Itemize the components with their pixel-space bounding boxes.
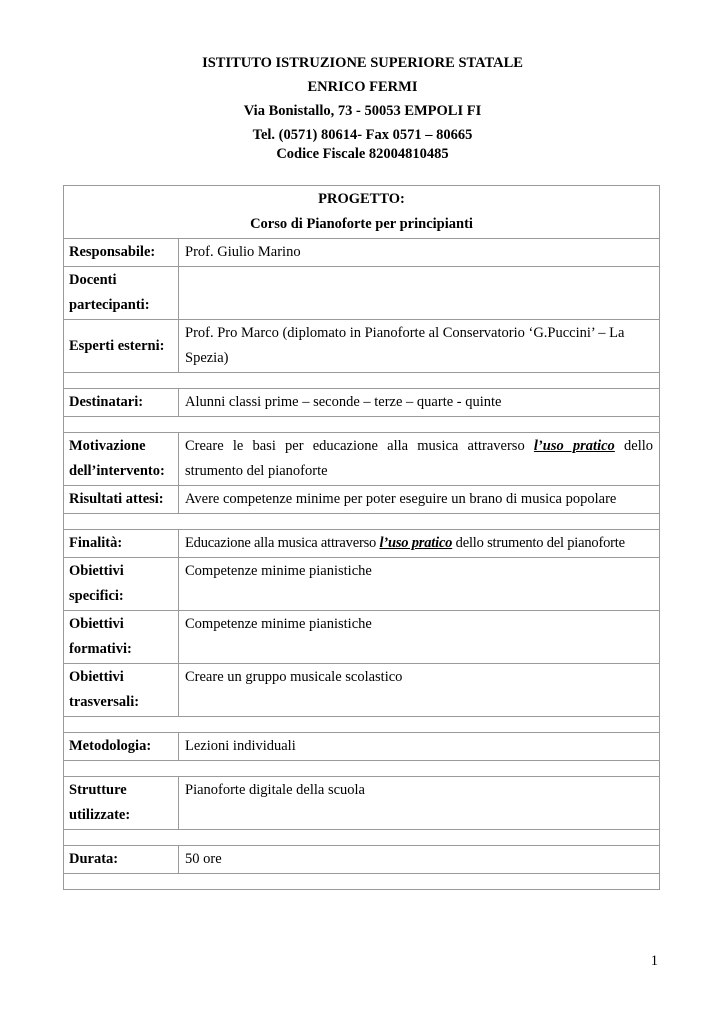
table-spacer-row <box>64 373 660 389</box>
spacer-cell <box>64 514 660 530</box>
table-row-metodologia <box>64 733 660 761</box>
table-row-esperti <box>64 320 660 373</box>
row-label-durata: Durata: <box>64 846 179 874</box>
row-label-destinatari: Destinatari: <box>64 389 179 417</box>
row-value-destinatari: Alunni classi prime – seconde – terze – quarte - quinte <box>179 389 660 417</box>
project-title-cell <box>64 186 660 239</box>
row-value-responsabile: Prof. Giulio Marino <box>179 239 660 267</box>
project-title-label: PROGETTO: <box>318 191 405 207</box>
row-value-motivazione <box>179 433 660 486</box>
row-value-obiettivi-specifici: Competenze minime pianistiche <box>179 558 660 611</box>
letterhead-phone-fax: Tel. (0571) 80614- Fax 0571 – 80665 <box>252 127 473 143</box>
row-value-durata: 50 ore <box>179 846 660 874</box>
letterhead <box>0 54 725 164</box>
row-label-esperti: Esperti esterni: <box>64 320 179 373</box>
letterhead-fiscal-code: Codice Fiscale 82004810485 <box>276 146 449 162</box>
letterhead-school-name: ISTITUTO ISTRUZIONE SUPERIORE STATALE <box>202 55 523 71</box>
spacer-cell <box>64 830 660 846</box>
project-table <box>63 185 660 890</box>
table-row-title <box>64 186 660 239</box>
row-label-risultati: Risultati attesi: <box>64 486 179 514</box>
table-row-destinatari <box>64 389 660 417</box>
table-row-durata <box>64 846 660 874</box>
row-value-strutture: Pianoforte digitale della scuola <box>179 777 660 830</box>
row-value-metodologia: Lezioni individuali <box>179 733 660 761</box>
table-spacer-row <box>64 514 660 530</box>
finalita-text-post: dello strumento del pianoforte <box>452 535 625 551</box>
table-row-obiettivi-trasversali <box>64 664 660 717</box>
row-label-obiettivi-specifici: Obiettivi specifici: <box>64 558 179 611</box>
table-spacer-row <box>64 830 660 846</box>
row-label-obiettivi-trasversali: Obiettivi trasversali: <box>64 664 179 717</box>
row-label-strutture: Strutture utilizzate: <box>64 777 179 830</box>
table-row-risultati <box>64 486 660 514</box>
table-row-strutture <box>64 777 660 830</box>
letterhead-address: Via Bonistallo, 73 - 50053 EMPOLI FI <box>243 103 482 119</box>
row-label-responsabile: Responsabile: <box>64 239 179 267</box>
finalita-text-pre: Educazione alla musica attraverso <box>185 535 380 551</box>
table-row-docenti <box>64 267 660 320</box>
row-label-metodologia: Metodologia: <box>64 733 179 761</box>
row-label-motivazione: Motivazione dell’intervento: <box>64 433 179 486</box>
project-title-name: Corso di Pianoforte per principianti <box>250 216 473 232</box>
spacer-cell <box>64 717 660 733</box>
motivazione-text-emphasis: l’uso pratico <box>533 438 615 454</box>
row-value-docenti <box>179 267 660 320</box>
row-value-obiettivi-formativi: Competenze minime pianistiche <box>179 611 660 664</box>
table-spacer-row <box>64 761 660 777</box>
row-value-esperti: Prof. Pro Marco (diplomato in Pianoforte al Conservatorio ‘G.Puccini’ – La Spezia) <box>179 320 660 373</box>
table-row-motivazione <box>64 433 660 486</box>
table-row-obiettivi-formativi <box>64 611 660 664</box>
row-label-obiettivi-formativi: Obiettivi formativi: <box>64 611 179 664</box>
spacer-cell <box>64 761 660 777</box>
row-value-obiettivi-trasversali: Creare un gruppo musicale scolastico <box>179 664 660 717</box>
table-spacer-row <box>64 717 660 733</box>
table-spacer-row <box>64 874 660 890</box>
finalita-text-emphasis: l’uso pratico <box>379 535 453 551</box>
row-label-docenti: Docenti partecipanti: <box>64 267 179 320</box>
spacer-cell <box>64 417 660 433</box>
row-label-finalita: Finalità: <box>64 530 179 558</box>
table-row-responsabile <box>64 239 660 267</box>
page-number: 1 <box>650 953 658 969</box>
spacer-cell <box>64 373 660 389</box>
motivazione-text-post: dello strumento del pianoforte <box>185 438 653 479</box>
table-row-finalita <box>64 530 660 558</box>
table-row-obiettivi-specifici <box>64 558 660 611</box>
spacer-cell <box>64 874 660 890</box>
row-value-risultati: Avere competenze minime per poter eseguire un brano di musica popolare <box>179 486 660 514</box>
table-spacer-row <box>64 417 660 433</box>
row-value-finalita <box>179 530 660 558</box>
motivazione-text-pre: Creare le basi per educazione alla musica attraverso <box>185 438 534 454</box>
letterhead-school-title: ENRICO FERMI <box>307 79 418 95</box>
